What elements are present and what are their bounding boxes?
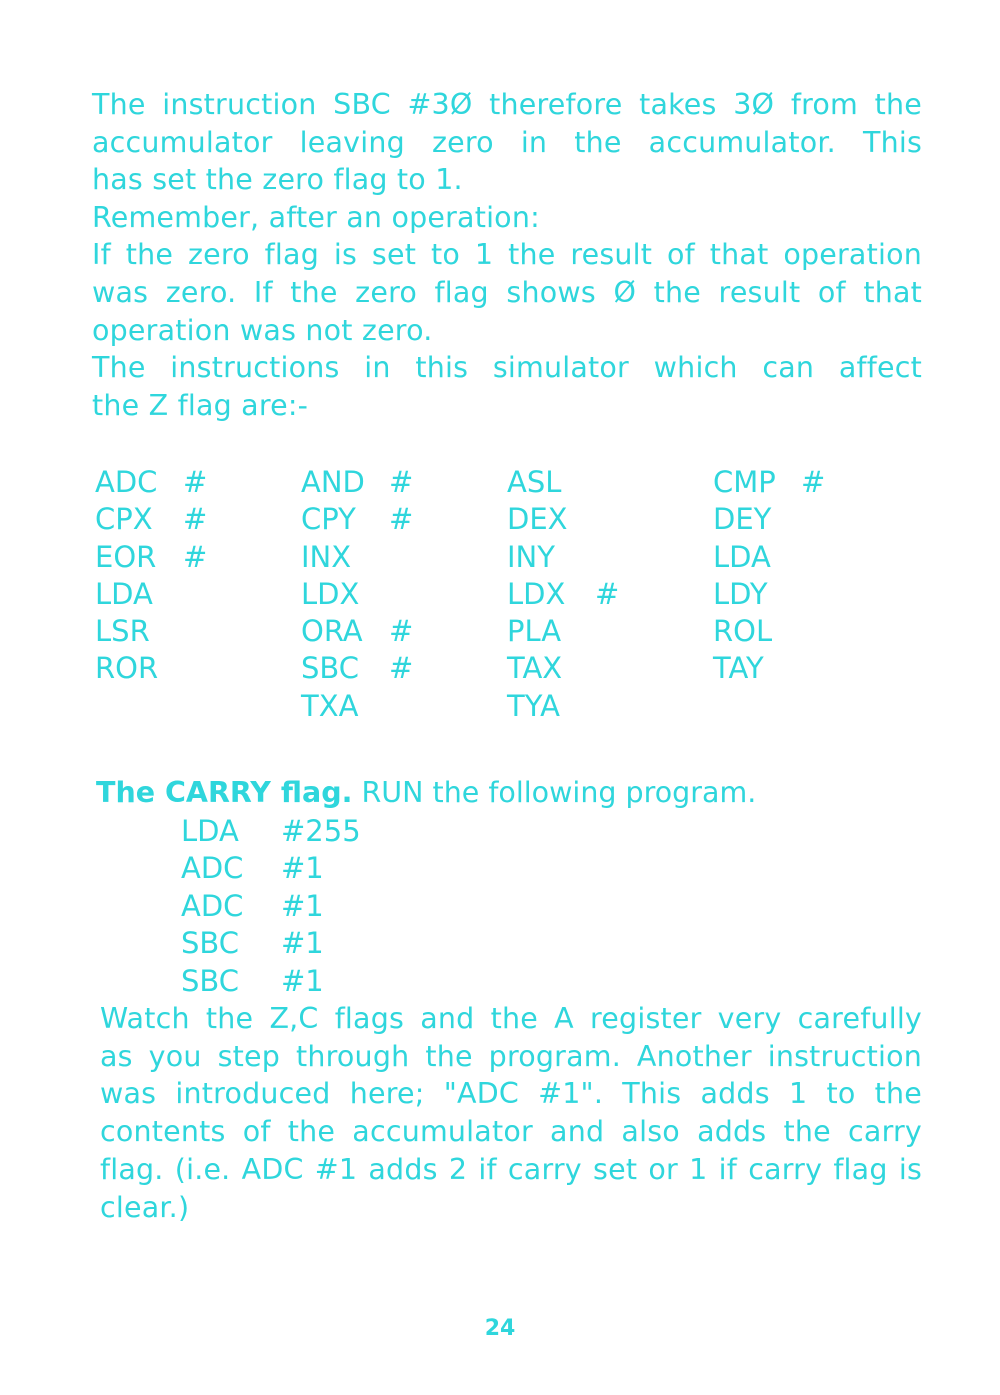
immediate-mark: #	[183, 539, 208, 574]
program-operand: #1	[281, 851, 324, 886]
opcode: LDY	[713, 576, 768, 611]
carry-flag-section	[96, 774, 926, 812]
text-line: The instruction SBC #3Ø therefore takes 3Ø from the	[92, 88, 922, 121]
page-number: 24	[484, 1316, 516, 1341]
instruction-cell	[507, 650, 595, 687]
instruction-cell	[301, 650, 413, 687]
z-flag-instruction-table	[95, 464, 915, 725]
program-operand: #255	[281, 814, 361, 848]
opcode: TAY	[713, 651, 764, 686]
instruction-cell	[713, 613, 801, 650]
text-line: If the zero flag is set to 1 the result of that operation	[92, 238, 922, 272]
program-line	[181, 850, 361, 887]
opcode: CPX	[95, 502, 153, 537]
immediate-mark: #	[183, 465, 208, 499]
instruction-cell	[713, 650, 801, 687]
instruction-cell	[95, 501, 207, 538]
text-line: operation was not zero.	[92, 313, 433, 347]
text-line: was introduced here; "ADC #1". This adds 1 to the	[100, 1077, 922, 1111]
opcode: LDA	[713, 539, 771, 574]
opcode: DEX	[507, 502, 568, 537]
program-line	[181, 813, 361, 850]
text-line: was zero. If the zero flag shows Ø the result of that	[92, 275, 922, 309]
program-listing	[181, 813, 361, 1000]
instruction-row	[95, 501, 915, 538]
intro-paragraph	[92, 86, 922, 424]
immediate-mark: #	[389, 651, 414, 686]
instruction-cell	[95, 650, 183, 687]
instruction-cell	[301, 688, 389, 725]
program-operand: #1	[281, 888, 324, 923]
instruction-cell	[95, 539, 207, 576]
program-line	[181, 963, 361, 1000]
opcode: ROR	[95, 651, 159, 686]
instruction-row	[95, 650, 915, 687]
text-line: accumulator leaving zero in the accumulator. This	[92, 125, 922, 159]
instruction-cell	[507, 613, 595, 650]
instruction-cell	[507, 464, 595, 501]
instruction-cell	[507, 576, 619, 613]
instruction-cell	[507, 501, 595, 538]
opcode: SBC	[301, 651, 360, 686]
text-line: Remember, after an operation:	[92, 200, 540, 234]
instruction-cell	[95, 576, 183, 613]
instruction-row	[95, 688, 915, 725]
instruction-cell	[713, 464, 825, 501]
program-operand: #1	[281, 926, 324, 961]
program-operand: #1	[281, 963, 324, 998]
instruction-cell	[713, 688, 801, 725]
program-opcode: LDA	[181, 814, 239, 848]
opcode: PLA	[507, 614, 562, 649]
text-line: clear.)	[100, 1190, 190, 1224]
immediate-mark: #	[183, 502, 208, 537]
section-heading: The CARRY flag.	[96, 776, 353, 809]
instruction-cell	[713, 501, 801, 538]
immediate-mark: #	[801, 465, 826, 499]
instruction-cell	[95, 464, 207, 501]
text-line: the Z flag are:-	[92, 388, 309, 422]
instruction-cell	[713, 576, 801, 613]
opcode: INY	[507, 539, 555, 574]
program-opcode: ADC	[181, 888, 244, 923]
text-line: The instructions in this simulator which can affect	[92, 351, 922, 385]
program-line	[181, 925, 361, 962]
immediate-mark: #	[595, 576, 620, 611]
text-line: as you step through the program. Another instruction	[100, 1039, 922, 1073]
instruction-row	[95, 539, 915, 576]
immediate-mark: #	[389, 465, 414, 499]
program-opcode: ADC	[181, 851, 244, 886]
opcode: LDX	[507, 576, 566, 611]
explanation-paragraph	[100, 1000, 922, 1226]
text-line: has set the zero flag to 1.	[92, 163, 463, 197]
program-opcode: SBC	[181, 926, 240, 961]
opcode: CMP	[713, 465, 776, 499]
instruction-cell	[507, 688, 595, 725]
opcode: LDX	[301, 576, 360, 611]
instruction-cell	[95, 613, 183, 650]
instruction-cell	[507, 539, 595, 576]
text-line: Watch the Z,C flags and the A register very carefully	[100, 1002, 922, 1035]
opcode: ORA	[301, 614, 363, 649]
instruction-row	[95, 464, 915, 501]
opcode: ROL	[713, 614, 773, 649]
instruction-cell	[301, 576, 389, 613]
opcode: ADC	[95, 465, 158, 499]
instruction-row	[95, 576, 915, 613]
text-line: contents of the accumulator and also adds the carry	[100, 1115, 922, 1149]
opcode: ASL	[507, 465, 562, 499]
opcode: TXA	[301, 688, 359, 723]
opcode: EOR	[95, 539, 157, 574]
opcode: DEY	[713, 502, 772, 537]
instruction-cell	[301, 464, 413, 501]
immediate-mark: #	[389, 614, 414, 649]
program-line	[181, 888, 361, 925]
opcode: LDA	[95, 576, 153, 611]
instruction-cell	[301, 613, 413, 650]
instruction-cell	[95, 688, 183, 725]
instruction-cell	[301, 539, 389, 576]
immediate-mark: #	[389, 502, 414, 537]
opcode: CPY	[301, 502, 356, 537]
opcode: TYA	[507, 688, 561, 723]
program-opcode: SBC	[181, 963, 240, 998]
section-instruction: RUN the following program.	[352, 776, 757, 809]
opcode: LSR	[95, 614, 150, 649]
instruction-cell	[301, 501, 413, 538]
opcode: INX	[301, 539, 352, 574]
text-line: flag. (i.e. ADC #1 adds 2 if carry set or 1 if carry flag is	[100, 1152, 922, 1186]
instruction-cell	[713, 539, 801, 576]
opcode: TAX	[507, 651, 563, 686]
opcode: AND	[301, 465, 365, 499]
instruction-row	[95, 613, 915, 650]
carry-flag-heading-line	[96, 774, 926, 812]
